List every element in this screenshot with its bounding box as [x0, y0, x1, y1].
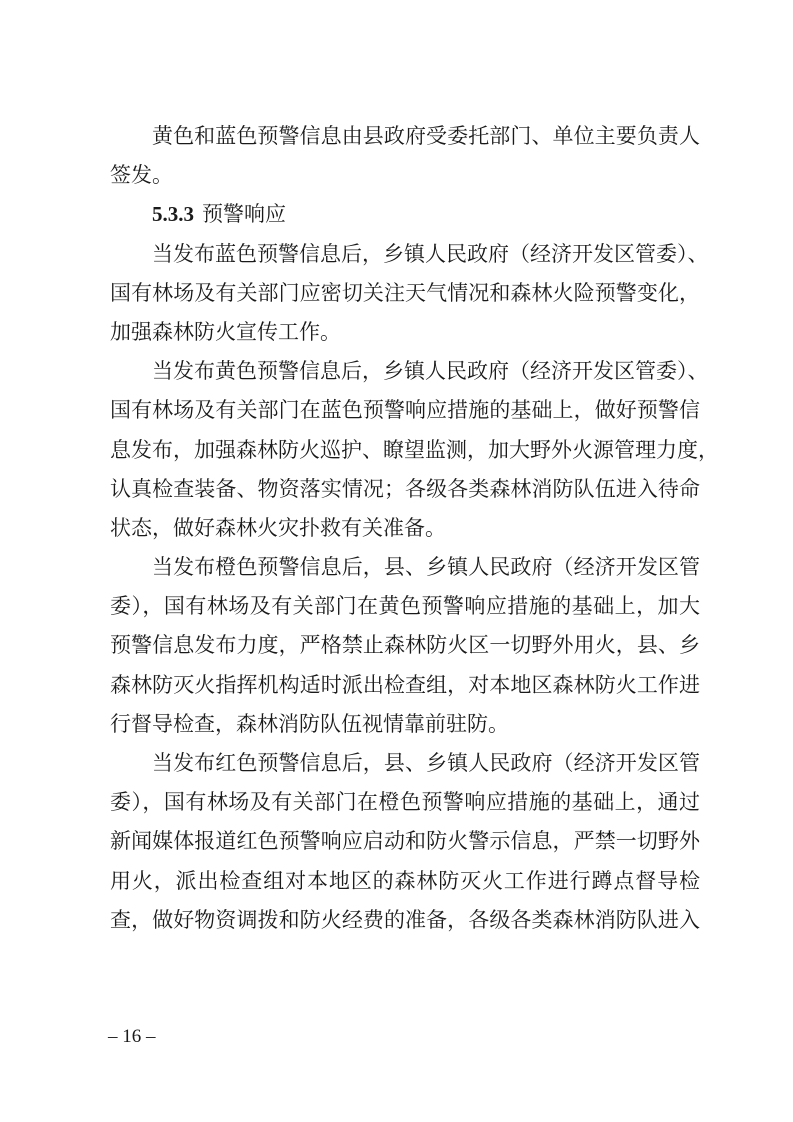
paragraph-orange-warning	[110, 548, 700, 744]
text-line: 国有林场及有关部门在蓝色预警响应措施的基础上，做好预警信	[110, 398, 700, 423]
text-line: 黄色和蓝色预警信息由县政府受委托部门、单位主要负责人	[152, 124, 700, 148]
text-line: 用火，派出检查组对本地区的森林防灭火工作进行蹲点督导检	[110, 868, 700, 893]
text-line: 当发布橙色预警信息后，县、乡镇人民政府（经济开发区管	[152, 555, 700, 580]
text-line: 状态，做好森林火灾扑救有关准备。	[110, 515, 446, 540]
section-heading	[110, 195, 700, 234]
text-line: 签发。	[110, 163, 173, 188]
text-line: 行督导检查，森林消防队伍视情靠前驻防。	[110, 711, 509, 736]
section-number: 5.3.3	[152, 202, 194, 227]
text-line: 委），国有林场及有关部门在橙色预警响应措施的基础上，通过	[110, 790, 700, 815]
paragraph-red-warning	[110, 744, 700, 940]
text-line: 息发布，加强森林防火巡护、瞭望监测，加大野外火源管理力度，	[110, 437, 719, 462]
document-body	[110, 117, 719, 940]
text-line: 预警信息发布力度，严格禁止森林防火区一切野外用火，县、乡	[110, 633, 700, 658]
paragraph-yellow-warning	[110, 352, 719, 548]
text-line: 当发布黄色预警信息后，乡镇人民政府（经济开发区管委）、	[152, 359, 709, 384]
text-line: 认真检查装备、物资落实情况；各级各类森林消防队伍进入待命	[110, 476, 700, 501]
text-line: 国有林场及有关部门应密切关注天气情况和森林火险预警变化，	[110, 280, 700, 305]
text-line: 森林防灭火指挥机构适时派出检查组，对本地区森林防火工作进	[110, 672, 700, 697]
text-line: 查，做好物资调拨和防火经费的准备，各级各类森林消防队进入	[110, 907, 700, 932]
paragraph-signing	[110, 117, 700, 195]
text-line: 新闻媒体报道红色预警响应启动和防火警示信息，严禁一切野外	[110, 829, 700, 854]
text-line: 委），国有林场及有关部门在黄色预警响应措施的基础上，加大	[110, 594, 700, 619]
section-title: 预警响应	[202, 202, 286, 227]
text-line: 当发布蓝色预警信息后，乡镇人民政府（经济开发区管委）、	[152, 241, 709, 266]
paragraph-blue-warning	[110, 235, 709, 353]
page-number: – 16 –	[108, 1026, 156, 1047]
text-line: 当发布红色预警信息后，县、乡镇人民政府（经济开发区管	[152, 751, 700, 775]
text-line: 加强森林防火宣传工作。	[110, 319, 341, 344]
